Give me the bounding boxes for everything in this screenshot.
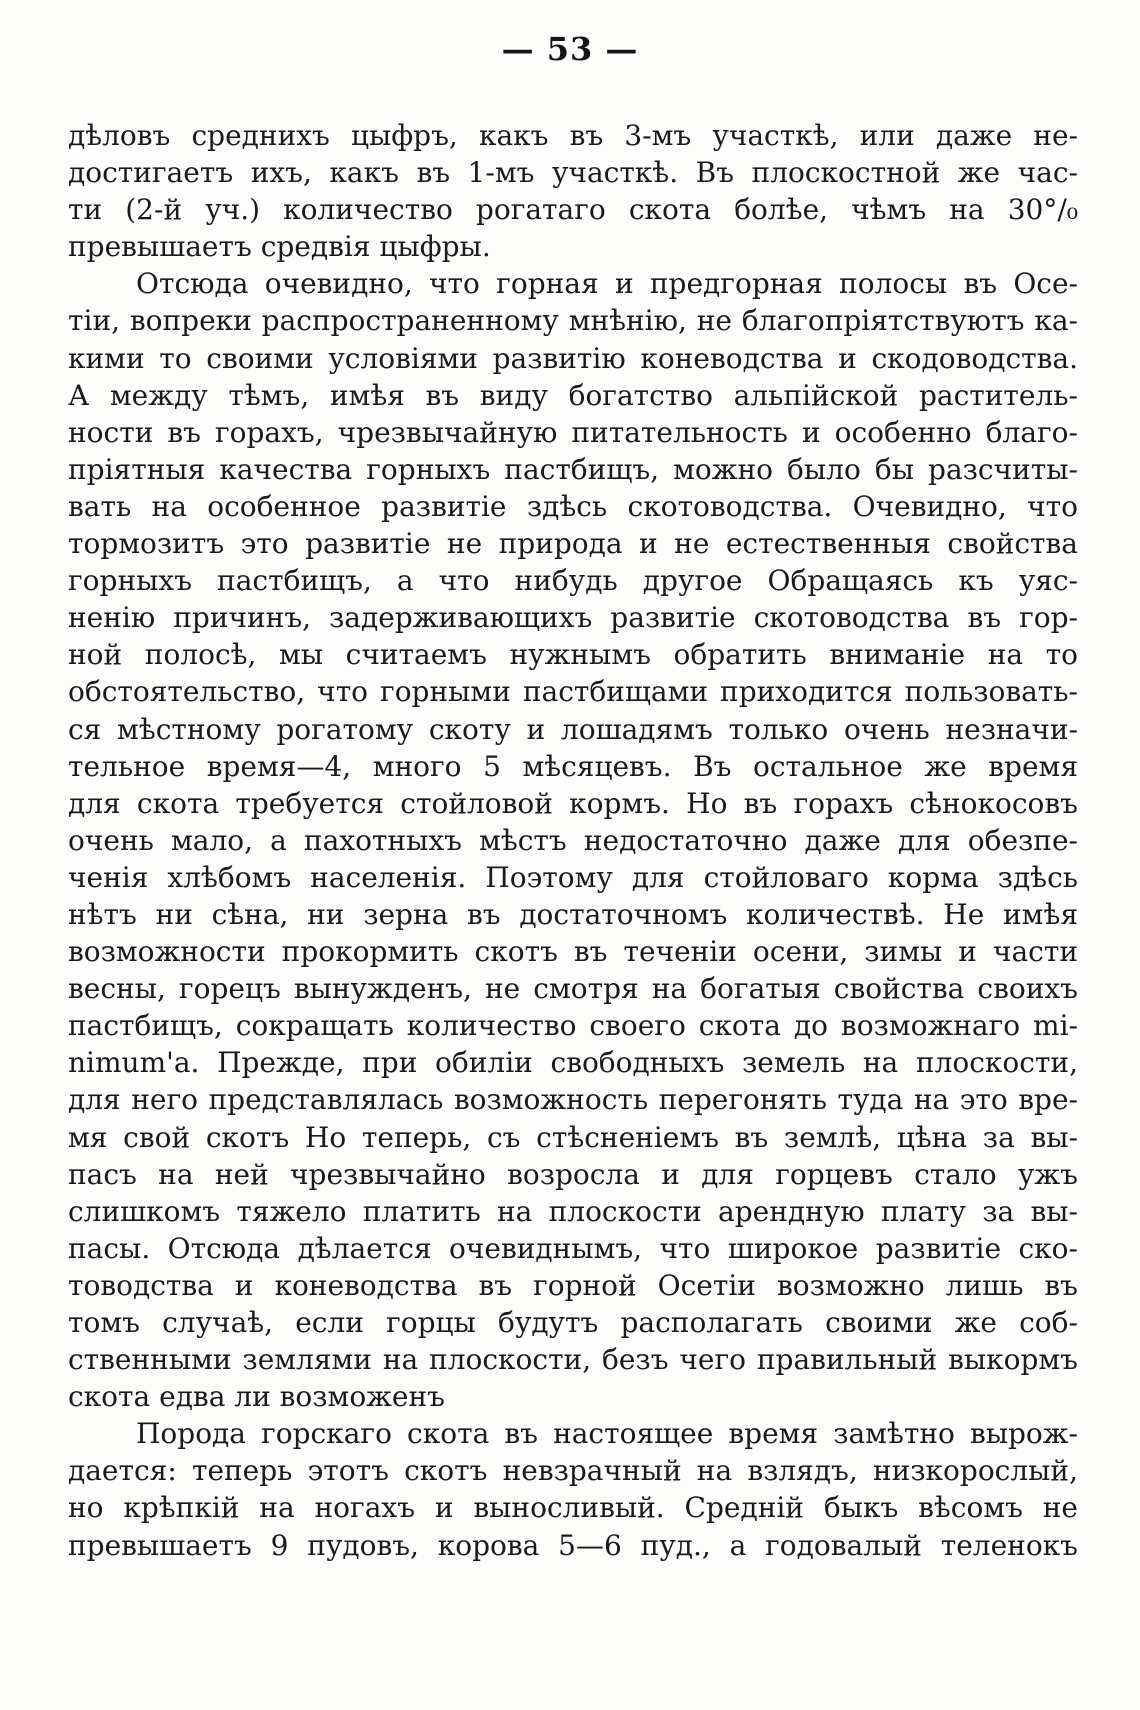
text-line: А между тѣмъ, имѣя въ виду богатство альпійской раститель- xyxy=(68,378,1078,412)
text-line: очень мало, а пахотныхъ мѣстъ недостаточно даже для обезпе- xyxy=(68,823,1078,857)
text-line: тельное время—4, много 5 мѣсяцевъ. Въ остальное же время xyxy=(68,749,1078,783)
text-line: мя свой скотъ Но теперь, съ стѣсненіемъ въ землѣ, цѣна за вы- xyxy=(68,1120,1078,1154)
text-line: nimum'a. Прежде, при обиліи свободныхъ земель на плоскости, xyxy=(68,1046,1078,1080)
text-line: кими то своими условіями развитію коневодства и скодоводства. xyxy=(68,341,1078,375)
text-line: скота едва ли возможенъ xyxy=(68,1380,445,1414)
body-text xyxy=(68,117,1078,1564)
text-line: нѣтъ ни сѣна, ни зерна въ достаточномъ количествѣ. Не имѣя xyxy=(68,897,1078,931)
text-line: горныхъ пастбищъ, а что нибудь другое Обращаясь къ уяс- xyxy=(68,564,1078,598)
text-line: тіи, вопреки распространенному мнѣнію, не благопріятствуютъ ка- xyxy=(68,304,1078,338)
page-number: — 53 — xyxy=(501,30,639,68)
text-line: ной полосѣ, мы считаемъ нужнымъ обратить вниманіе на то xyxy=(68,638,1078,672)
text-line: пастбищъ, сокращать количество своего скота до возможнаго mi- xyxy=(68,1009,1078,1043)
text-line: превышаетъ средвія цыфры. xyxy=(68,230,491,264)
text-line: пасъ на ней чрезвычайно возросла и для горцевъ стало ужъ xyxy=(68,1157,1078,1191)
text-line: вать на особенное развитіе здѣсь скотоводства. Очевидно, что xyxy=(68,489,1078,523)
text-line: дается: теперь этотъ скотъ невзрачный на взлядъ, низкорослый, xyxy=(68,1454,1078,1488)
text-line: обстоятельство, что горными пастбищами приходится пользовать- xyxy=(68,675,1078,709)
text-line: ся мѣстному рогатому скоту и лошадямъ только очень незначи- xyxy=(68,712,1078,746)
text-line: дѣловъ среднихъ цыфръ, какъ въ 3-мъ участкѣ, или даже не- xyxy=(68,119,1078,152)
text-line: ненію причинъ, задерживающихъ развитіе скотоводства въ гор- xyxy=(68,601,1078,635)
text-line: тормозитъ это развитіе не природа и не естественныя свойства xyxy=(68,527,1078,561)
text-line: ти (2-й уч.) количество рогатаго скота болѣе, чѣмъ на 30°/₀ xyxy=(68,193,1078,227)
text-line: весны, горецъ вынужденъ, не смотря на богатыя свойства своихъ xyxy=(68,972,1078,1006)
text-line: для скота требуется стойловой кормъ. Но въ горахъ сѣнокосовъ xyxy=(68,786,1078,820)
text-line: ности въ горахъ, чрезвычайную питательность и особенно благо- xyxy=(68,415,1078,449)
text-line: пасы. Отсюда дѣлается очевиднымъ, что широкое развитіе ско- xyxy=(68,1231,1078,1265)
text-line: пріятныя качества горныхъ пастбищъ, можно было бы разсчиты- xyxy=(68,452,1078,486)
text-line: товодства и коневодства въ горной Осетіи возможно лишь въ xyxy=(68,1268,1078,1302)
text-line: возможности прокормить скотъ въ теченіи осени, зимы и части xyxy=(68,935,1078,969)
text-line: превышаетъ 9 пудовъ, корова 5—6 пуд., а годовалый теленокъ xyxy=(68,1528,1078,1562)
text-line: достигаетъ ихъ, какъ въ 1-мъ участкѣ. Въ плоскостной же час- xyxy=(68,156,1078,190)
text-line: ственными землями на плоскости, безъ чего правильный выкормъ xyxy=(68,1343,1078,1377)
text-line: ченія хлѣбомъ населенія. Поэтому для стойловаго корма здѣсь xyxy=(68,860,1078,894)
text-line: но крѣпкій на ногахъ и выносливый. Средній быкъ вѣсомъ не xyxy=(68,1491,1078,1525)
text-line: слишкомъ тяжело платить на плоскости арендную плату за вы- xyxy=(68,1194,1078,1228)
text-line: Порода горскаго скота въ настоящее время замѣтно вырож- xyxy=(136,1417,1078,1451)
text-line: для него представлялась возможность перегонять туда на это вре- xyxy=(68,1083,1078,1117)
text-line: томъ случаѣ, если горцы будутъ располагать своими же соб- xyxy=(68,1306,1078,1339)
text-line: Отсюда очевидно, что горная и предгорная полосы въ Осе- xyxy=(136,267,1078,301)
